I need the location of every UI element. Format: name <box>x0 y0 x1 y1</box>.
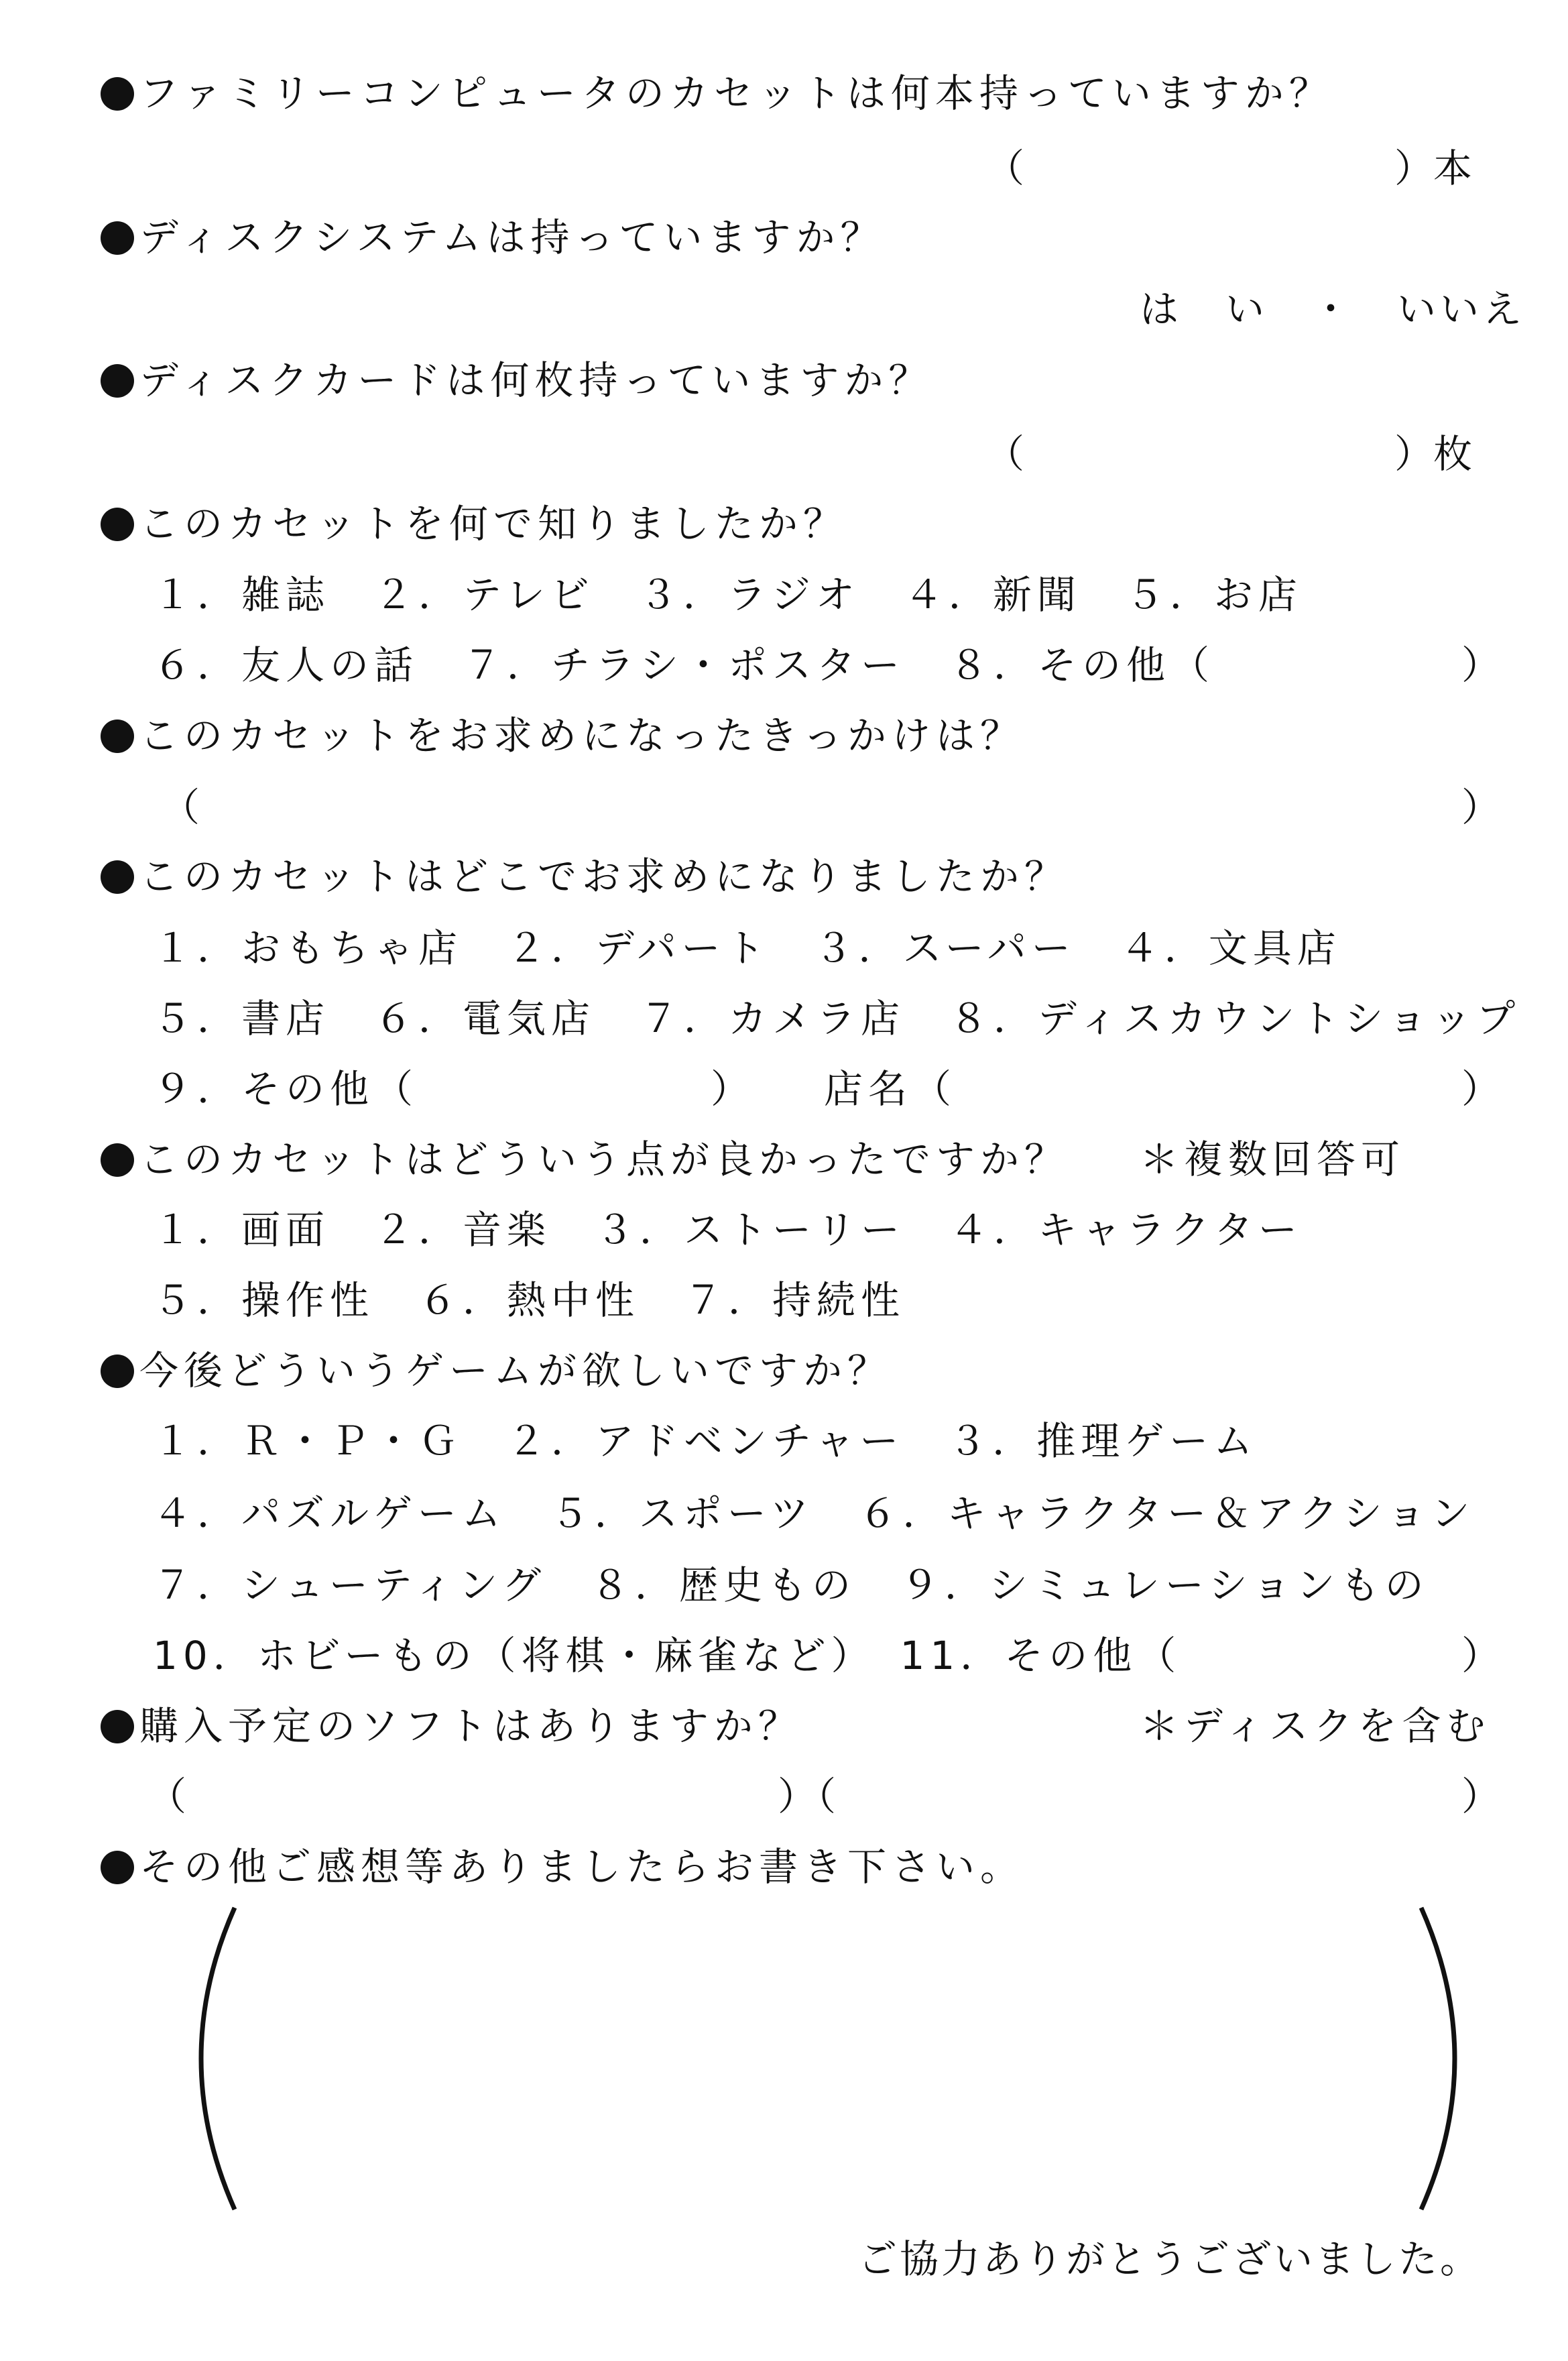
option-line[interactable]: １．画面 ２．音楽 ３．ストーリー ４．キャラクター <box>153 1207 1303 1253</box>
option-line[interactable]: ５．書店 ６．電気店 ７．カメラ店 ８．ディスカウントショップ <box>153 996 1521 1041</box>
question-how-learned <box>101 501 848 546</box>
answer-field-store-name[interactable]: ） <box>1461 1066 1501 1112</box>
option-line[interactable]: １．おもちゃ店 ２．デパート ３．スーパー ４．文具店 <box>153 925 1341 971</box>
open-paren: （ <box>985 431 1025 477</box>
option-line[interactable]: １．Ｒ・Ｐ・Ｇ ２．アドベンチャー ３．推理ゲーム <box>153 1418 1258 1464</box>
yes-no-choice[interactable]: は い ・ いいえ <box>1140 286 1526 332</box>
answer-field-motivation[interactable]: ） <box>1461 785 1501 830</box>
bullet-icon <box>101 221 134 255</box>
answer-field-cassettes[interactable]: ）本 <box>1394 146 1473 191</box>
question-text: このカセットはどこでお求めになりましたか？ <box>139 854 1069 899</box>
open-paren: （ <box>985 146 1025 191</box>
question-text: その他ご感想等ありましたらお書き下さい。 <box>139 1844 1025 1890</box>
question-planned-purchase <box>101 1703 802 1749</box>
question-where-bought <box>101 854 1069 899</box>
option-line[interactable]: ７．シューティング ８．歴史もの ９．シミュレーションもの <box>153 1562 1429 1608</box>
answer-field-software-1[interactable]: ）（ <box>778 1774 837 1819</box>
question-comments <box>101 1844 1025 1890</box>
open-paren: （ <box>147 1774 187 1819</box>
bullet-icon <box>101 1710 134 1743</box>
bullet-icon <box>101 1355 134 1388</box>
question-text: ディスクカードは何枚持っていますか？ <box>139 357 933 403</box>
bullet-icon <box>101 1851 134 1884</box>
option-line[interactable]: ６．友人の話 ７．チラシ・ポスター ８．その他（ <box>153 642 1215 688</box>
bullet-icon <box>101 860 134 894</box>
close-paren: ） <box>1461 642 1501 688</box>
answer-field-cards[interactable]: ）枚 <box>1394 431 1473 477</box>
question-text: このカセットはどういう点が良かったですか？ <box>139 1137 1069 1182</box>
option-line[interactable]: 10．ホビーもの（将棋・麻雀など） 11．その他（ <box>153 1633 1182 1678</box>
question-desired-games <box>101 1348 892 1393</box>
question-text: 今後どういうゲームが欲しいですか？ <box>139 1348 892 1393</box>
bullet-icon <box>101 1143 134 1177</box>
disk-included-note: ＊ディスクを含む <box>1140 1703 1491 1749</box>
bullet-icon <box>101 719 134 753</box>
answer-field-software-2[interactable]: ） <box>1461 1774 1501 1819</box>
question-text: このカセットをお求めになったきっかけは？ <box>139 713 1025 758</box>
close-paren: ） <box>1461 1633 1501 1678</box>
multiple-answers-note: ＊複数回答可 <box>1140 1137 1406 1182</box>
open-paren: （ <box>161 785 200 830</box>
question-cassette-count <box>101 70 1333 116</box>
question-disk-cards <box>101 357 933 403</box>
question-good-points <box>101 1137 1069 1182</box>
question-text: このカセットを何で知りましたか？ <box>139 501 848 546</box>
option-line[interactable]: ９．その他（ <box>153 1066 419 1112</box>
comment-area[interactable] <box>255 1918 1394 2199</box>
question-text: 購入予定のソフトはありますか？ <box>139 1703 802 1749</box>
question-motivation <box>101 713 1025 758</box>
option-line[interactable]: １．雑誌 ２．テレビ ３．ラジオ ４．新聞 ５．お店 <box>153 572 1303 618</box>
bullet-icon <box>101 77 134 111</box>
question-disk-system <box>101 215 885 260</box>
comment-box-right-bracket <box>1408 1901 1488 2216</box>
store-name-label: ） 店名（ <box>711 1066 957 1112</box>
bullet-icon <box>101 364 134 398</box>
option-line[interactable]: ４．パズルゲーム ５．スポーツ ６．キャラクター＆アクション <box>153 1491 1475 1536</box>
comment-box-left-bracket <box>168 1901 248 2216</box>
option-line[interactable]: ５．操作性 ６．熱中性 ７．持続性 <box>153 1277 906 1323</box>
question-text: ディスクシステムは持っていますか？ <box>139 215 885 260</box>
question-text: ファミリーコンピュータのカセットは何本持っていますか？ <box>139 70 1333 116</box>
closing-message: ご協力ありがとうございました。 <box>858 2236 1482 2282</box>
bullet-icon <box>101 508 134 541</box>
